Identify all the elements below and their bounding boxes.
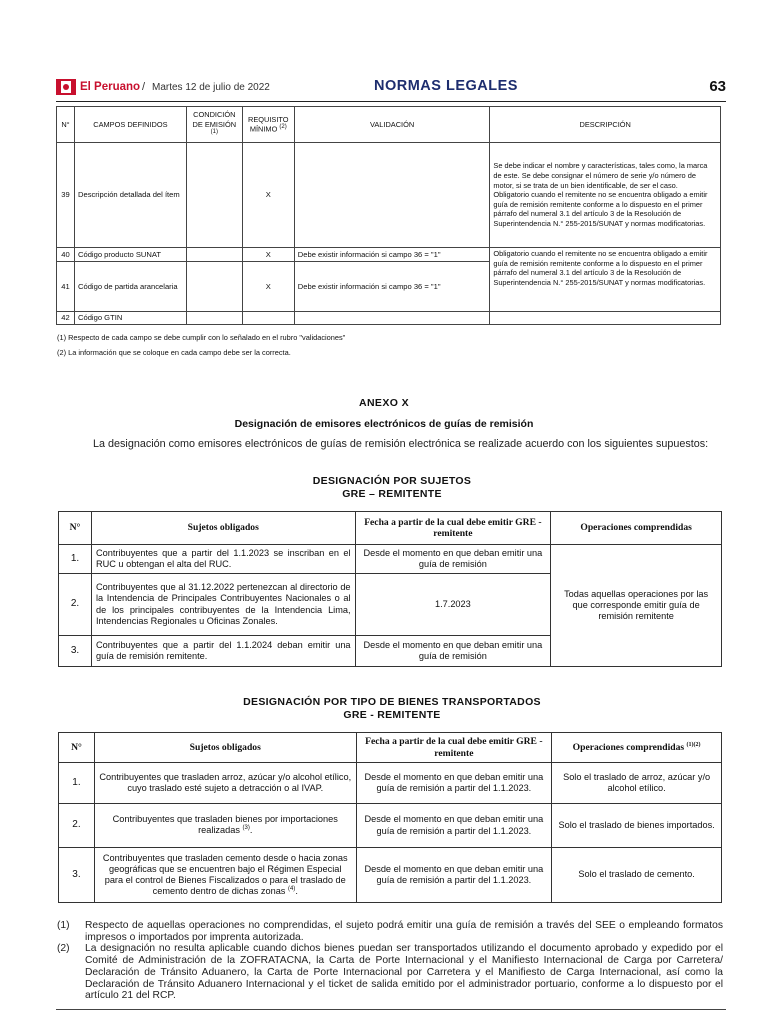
row-number: 39 xyxy=(57,143,75,248)
col-header-sujetos: Sujetos obligados xyxy=(91,512,355,545)
footnote-ref: (4) xyxy=(287,886,296,893)
table-header-row xyxy=(57,107,721,143)
condition-cell xyxy=(186,262,242,312)
footnote xyxy=(57,943,723,1002)
footnote-ref: (3) xyxy=(242,825,250,832)
col-header-n: N° xyxy=(57,107,75,143)
validation-cell: Debe existir información si campo 36 = "1" xyxy=(294,248,490,262)
header-separator: / xyxy=(142,81,146,93)
row-number: 2. xyxy=(59,804,95,848)
section-heading-line: GRE – REMITENTE xyxy=(342,487,442,500)
page-header xyxy=(56,78,726,100)
footnote-ref: (1) xyxy=(210,128,218,135)
table-header-row xyxy=(59,733,722,763)
footnote xyxy=(57,920,723,943)
condition-cell xyxy=(186,312,242,325)
condition-cell xyxy=(186,143,242,248)
page-number: 63 xyxy=(709,78,726,95)
validation-cell xyxy=(294,312,490,325)
subjects-text: Contribuyentes que trasladen cemento desde o hacia zonas geográficas que se encuentren bajo el Régimen Especial para el control de Bienes Fiscalizados o para el traslado de cemento dentro de dichas zonas xyxy=(102,852,348,897)
col-header-operaciones: Operaciones comprendidas xyxy=(551,512,722,545)
col-header-n: N° xyxy=(59,512,92,545)
subjects-cell: Contribuyentes que a partir del 1.1.2023 se inscriban en el RUC u obtengan el alta del RUC. xyxy=(91,545,355,574)
col-header-condicion-label: CONDICIÓN DE EMISIÓN xyxy=(192,110,237,129)
date-cell: Desde el momento en que deban emitir una guía de remisión a partir del 1.1.2023. xyxy=(356,763,552,804)
subjects-cell: Contribuyentes que al 31.12.2022 pertenezcan al directorio de la Intendencia de Principales Contribuyentes Nacionales o al de los principales contribuyentes de la Intendencia Lima, Intendencias Regionales u Oficinas Zonales. xyxy=(91,574,355,636)
field-name: Código de partida arancelaria xyxy=(74,262,186,312)
footnote-ref: (2) xyxy=(279,124,287,131)
requirement-cell: X xyxy=(242,143,294,248)
description-cell xyxy=(490,143,721,248)
table-note: (2) La información que se coloque en cada campo debe ser la correcta. xyxy=(57,348,291,357)
col-header-sujetos: Sujetos obligados xyxy=(94,733,356,763)
field-name: Código GTIN xyxy=(74,312,186,325)
annex-intro: La designación como emisores electrónicos de guías de remisión electrónica se realizade acuerdo con los siguientes supuestos: xyxy=(93,438,709,450)
table-row xyxy=(59,763,722,804)
col-header-operaciones-label: Operaciones comprendidas xyxy=(572,741,685,753)
col-header-descripcion: DESCRIPCIÓN xyxy=(490,107,721,143)
row-number: 1. xyxy=(59,763,95,804)
table-row xyxy=(59,804,722,848)
col-header-campos: CAMPOS DEFINIDOS xyxy=(74,107,186,143)
validation-cell: Debe existir información si campo 36 = "1" xyxy=(294,262,490,312)
section-heading xyxy=(0,475,768,500)
footnote-ref: (1)(2) xyxy=(686,741,701,748)
col-header-condicion xyxy=(186,107,242,143)
field-name: Código producto SUNAT xyxy=(74,248,186,262)
col-header-n: N° xyxy=(59,733,95,763)
table-header-row xyxy=(59,512,722,545)
description-text: Se debe indicar el nombre y características, tales como, la marca de este. Se debe consignar el número de serie y/o número de motor, si se trata de un bien identificable, de ser el caso. xyxy=(493,161,708,190)
brand-name: El Peruano xyxy=(80,81,141,93)
fields-table xyxy=(56,106,721,325)
field-name: Descripción detallada del ítem xyxy=(74,143,186,248)
footnote-text: Respecto de aquellas operaciones no comprendidas, el sujeto podrá emitir una guía de remisión a través del SEE o empleando formatos impresos o importados por imprenta autorizada. xyxy=(85,920,723,943)
subjects-text: Contribuyentes que trasladen bienes por importaciones realizadas xyxy=(112,814,338,836)
annex-title: ANEXO X xyxy=(358,397,410,409)
footnote-marker: (2) xyxy=(57,943,70,955)
description-text: Obligatorio cuando el remitente no se encuentra obligado a emitir guía de remisión remitente conforme a lo dispuesto en el primer párrafo del numeral 3.1 del artículo 3 de la Resolución de Superintendencia N.° 255-2015/SUNAT y normas modificatorias. xyxy=(493,190,708,229)
subjects-cell: Contribuyentes que a partir del 1.1.2024 deban emitir una guía de remisión remitente. xyxy=(91,636,355,667)
issue-date: Martes 12 de julio de 2022 xyxy=(152,82,270,93)
row-number: 3. xyxy=(59,636,92,667)
footnote-text: La designación no resulta aplicable cuando dichos bienes puedan ser transportados utilizando el documento aprobado y expedido por el Comité de Administración de la ZOFRATACNA, la Carta de Porte Internacional y el Manifiesto Internacional de Carga por Carretera/ Declaración de Tránsito Aduanero, la Carta de Porte Internacional por Carretera y el Manifiesto de Carga Internacional, así como la Declaración de Tránsito Aduanero Internacional y el ticket de salida emitido por el administrador portuario, conforme a lo dispuesto por el artículo 21 del RCP. xyxy=(85,943,723,1002)
date-cell: Desde el momento en que deban emitir una guía de remisión xyxy=(355,545,551,574)
subjects-cell: Contribuyentes que trasladen arroz, azúcar y/o alcohol etílico, cuyo traslado esté sujeto a detracción o al IVAP. xyxy=(94,763,356,804)
validation-cell xyxy=(294,143,490,248)
col-header-requisito xyxy=(242,107,294,143)
table-row xyxy=(59,545,722,574)
section-heading-line: DESIGNACIÓN POR SUJETOS xyxy=(312,475,472,487)
section-heading-line: GRE - REMITENTE xyxy=(343,708,441,721)
date-cell: Desde el momento en que deban emitir una guía de remisión a partir del 1.1.2023. xyxy=(356,848,552,903)
section-heading xyxy=(0,696,768,721)
header-rule xyxy=(56,101,726,102)
footer-rule xyxy=(56,1009,726,1010)
description-cell: Obligatorio cuando el remitente no se encuentra obligado a emitir guía de remisión remitente conforme a lo dispuesto en el primer párrafo del numeral 3.1 del artículo 3 de la Resolución de Superintendencia N.° 255-2015/SUNAT y normas modificatorias. xyxy=(490,248,721,312)
table-row xyxy=(57,312,721,325)
col-header-requisito-label: REQUISITO MÍNIMO xyxy=(248,115,289,134)
coat-of-arms-icon xyxy=(56,79,76,95)
date-cell: Desde el momento en que deban emitir una guía de remisión a partir del 1.1.2023. xyxy=(356,804,552,848)
section-title: NORMAS LEGALES xyxy=(374,78,518,94)
section-heading-line: DESIGNACIÓN POR TIPO DE BIENES TRANSPORTADOS xyxy=(243,696,541,708)
subjects-table xyxy=(58,511,722,667)
operations-cell: Solo el traslado de arroz, azúcar y/o alcohol etílico. xyxy=(552,763,722,804)
table-row xyxy=(57,248,721,262)
requirement-cell xyxy=(242,312,294,325)
requirement-cell: X xyxy=(242,262,294,312)
row-number: 1. xyxy=(59,545,92,574)
row-number: 41 xyxy=(57,262,75,312)
row-number: 42 xyxy=(57,312,75,325)
table-row xyxy=(57,143,721,248)
row-number: 3. xyxy=(59,848,95,903)
description-cell xyxy=(490,312,721,325)
table-row xyxy=(59,848,722,903)
table-note: (1) Respecto de cada campo se debe cumplir con lo señalado en el rubro "validaciones" xyxy=(57,333,346,342)
subjects-cell: Contribuyentes que trasladen cemento desde o hacia zonas geográficas que se encuentren bajo el Régimen Especial para el control de Bienes Fiscalizados o para el traslado de cemento dentro de dichas zonas $^{(4)}$. xyxy=(94,848,356,903)
operations-cell: Todas aquellas operaciones por las que corresponde emitir guía de remisión remitente xyxy=(551,545,722,667)
col-header-validacion: VALIDACIÓN xyxy=(294,107,490,143)
date-cell: 1.7.2023 xyxy=(355,574,551,636)
footnote-marker: (1) xyxy=(57,920,70,931)
annex-subtitle: Designación de emisores electrónicos de guías de remisión xyxy=(234,418,534,430)
operations-cell: Solo el traslado de bienes importados. xyxy=(552,804,722,848)
col-header-operaciones xyxy=(552,733,722,763)
row-number: 2. xyxy=(59,574,92,636)
condition-cell xyxy=(186,248,242,262)
subjects-cell: Contribuyentes que trasladen bienes por importaciones realizadas $^{(3)}$. xyxy=(94,804,356,848)
goods-table xyxy=(58,732,722,903)
row-number: 40 xyxy=(57,248,75,262)
footnotes xyxy=(57,920,723,1002)
requirement-cell: X xyxy=(242,248,294,262)
date-cell: Desde el momento en que deban emitir una guía de remisión xyxy=(355,636,551,667)
col-header-fecha: Fecha a partir de la cual debe emitir GRE - remitente xyxy=(355,512,551,545)
col-header-fecha: Fecha a partir de la cual debe emitir GRE - remitente xyxy=(356,733,552,763)
operations-cell: Solo el traslado de cemento. xyxy=(552,848,722,903)
